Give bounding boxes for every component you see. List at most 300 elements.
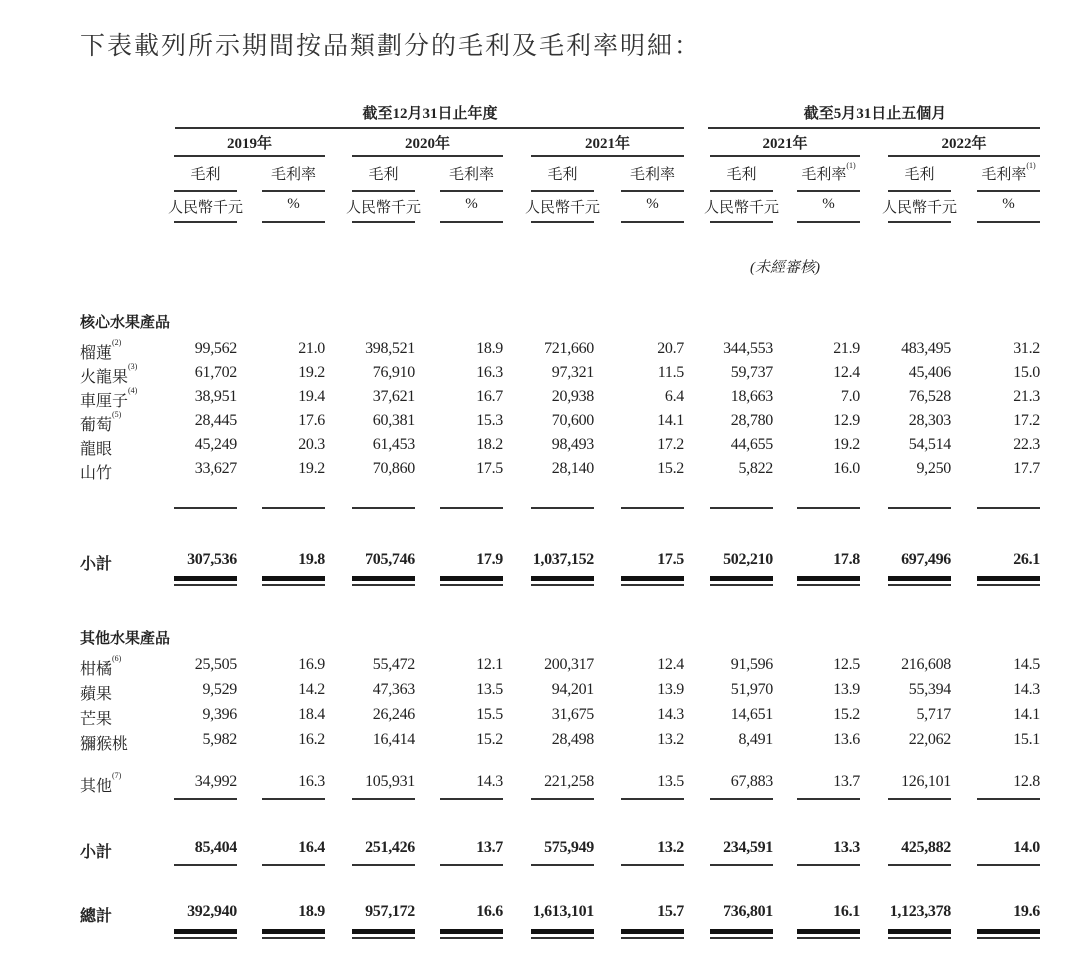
column-unit: 人民幣千元 xyxy=(345,200,422,216)
table-row-cell: 70,860 xyxy=(372,460,415,477)
subtotal-row-cell: 17.9 xyxy=(476,551,503,568)
section-rule xyxy=(440,798,503,800)
column-unit-rule xyxy=(710,221,773,223)
subtotal-row-cell: 425,882 xyxy=(901,839,951,856)
subtotal-double-rule xyxy=(440,576,503,581)
table-row-cell: 28,303 xyxy=(908,412,951,429)
section-rule xyxy=(710,507,773,509)
section-rule xyxy=(710,798,773,800)
subtotal-row-cell: 502,210 xyxy=(723,551,773,568)
row-label-text: 龍眼 xyxy=(80,441,113,458)
table-row-cell: 26,246 xyxy=(372,706,415,723)
column-label xyxy=(190,163,220,184)
subtotal-rule xyxy=(531,864,594,866)
table-row-label xyxy=(80,364,137,387)
column-label-text: 毛利 xyxy=(190,167,221,183)
column-unit: % xyxy=(822,196,835,212)
section-rule xyxy=(977,798,1040,800)
total-row-cell: 736,801 xyxy=(723,903,773,920)
row-label-text: 葡萄 xyxy=(80,417,113,434)
table-row-label xyxy=(80,340,121,363)
row-label-text: 芒果 xyxy=(80,711,113,728)
row-label-text: 小計 xyxy=(80,844,113,861)
table-row-cell: 8,491 xyxy=(738,731,773,748)
table-row-cell: 28,445 xyxy=(194,412,237,429)
table-row-cell: 70,600 xyxy=(551,412,594,429)
column-label-text: 毛利率 xyxy=(629,167,676,183)
section-rule xyxy=(262,798,325,800)
table-row-cell: 13.9 xyxy=(833,681,860,698)
column-label-rule xyxy=(621,190,684,192)
column-unit-rule xyxy=(621,221,684,223)
subtotal-double-rule xyxy=(621,584,684,586)
subtotal-double-rule xyxy=(621,576,684,581)
table-row-cell: 15.1 xyxy=(1013,731,1040,748)
table-row-cell: 5,982 xyxy=(202,731,237,748)
footnote-ref: (7) xyxy=(112,771,122,780)
subtotal-double-rule xyxy=(174,576,237,581)
subtotal-row-cell: 85,404 xyxy=(194,839,237,856)
column-label-rule xyxy=(977,190,1040,192)
column-unit-rule xyxy=(262,221,325,223)
total-double-rule xyxy=(710,937,773,939)
footnote-ref: (4) xyxy=(128,386,138,395)
total-double-rule xyxy=(531,929,594,934)
total-row-cell: 392,940 xyxy=(187,903,237,920)
subtotal-double-rule xyxy=(352,576,415,581)
table-row-label xyxy=(80,436,112,459)
subtotal-row-cell: 13.7 xyxy=(476,839,503,856)
table-row-cell: 55,472 xyxy=(372,656,415,673)
table-row-cell: 28,140 xyxy=(551,460,594,477)
total-double-rule xyxy=(888,937,951,939)
section-rule xyxy=(888,798,951,800)
table-row-cell: 21.3 xyxy=(1013,388,1040,405)
header-group-five-months: 截至5月31日止五個月 xyxy=(803,106,947,122)
subtotal-rule xyxy=(352,864,415,866)
table-row-cell: 22.3 xyxy=(1013,436,1040,453)
total-double-rule xyxy=(797,937,860,939)
table-row-cell: 200,317 xyxy=(544,656,594,673)
table-row-cell: 31,675 xyxy=(551,706,594,723)
table-row-cell: 15.2 xyxy=(657,460,684,477)
section-rule xyxy=(352,798,415,800)
table-row-cell: 13.6 xyxy=(833,731,860,748)
subtotal-rule xyxy=(710,864,773,866)
table-row-cell: 45,406 xyxy=(908,364,951,381)
table-row-cell: 97,321 xyxy=(551,364,594,381)
table-row-cell: 99,562 xyxy=(194,340,237,357)
table-row-cell: 9,396 xyxy=(202,706,237,723)
row-label-text: 小計 xyxy=(80,556,113,573)
total-row-cell: 1,613,101 xyxy=(532,903,594,920)
row-label-text: 獼猴桃 xyxy=(80,736,129,753)
subtotal-row-cell: 17.5 xyxy=(657,551,684,568)
table-row-cell: 54,514 xyxy=(908,436,951,453)
subtotal-double-rule xyxy=(977,584,1040,586)
total-row-cell: 957,172 xyxy=(365,903,415,920)
table-row-cell: 6.4 xyxy=(664,388,684,405)
row-label-text: 榴蓮 xyxy=(80,345,113,362)
subtotal-row-cell: 251,426 xyxy=(365,839,415,856)
column-label-rule xyxy=(174,190,237,192)
total-double-rule xyxy=(352,929,415,934)
column-unit-rule xyxy=(531,221,594,223)
table-row-cell: 14.5 xyxy=(1013,656,1040,673)
table-row-cell: 61,702 xyxy=(194,364,237,381)
total-row-cell: 16.1 xyxy=(833,903,860,920)
table-row-cell: 13.9 xyxy=(657,681,684,698)
footnote-ref: (1) xyxy=(1026,161,1036,170)
table-row-cell: 20.3 xyxy=(298,436,325,453)
row-label-text: 蘋果 xyxy=(80,686,113,703)
subtotal-row-cell: 14.0 xyxy=(1013,839,1040,856)
table-row-label xyxy=(80,388,137,411)
table-row-cell: 5,717 xyxy=(916,706,951,723)
table-row-cell: 22,062 xyxy=(908,731,951,748)
subtotal-double-rule xyxy=(888,584,951,586)
column-label xyxy=(904,163,934,184)
total-double-rule xyxy=(262,937,325,939)
section-rule xyxy=(888,507,951,509)
subtotal-rule xyxy=(797,864,860,866)
column-unit: 人民幣千元 xyxy=(524,200,601,216)
subtotal-row-cell: 307,536 xyxy=(187,551,237,568)
subtotal-row-cell: 705,746 xyxy=(365,551,415,568)
table-row-label xyxy=(80,731,128,754)
subtotal-double-rule xyxy=(262,584,325,586)
column-label-rule xyxy=(440,190,503,192)
table-row-cell: 17.6 xyxy=(298,412,325,429)
table-row-cell: 28,498 xyxy=(551,731,594,748)
subtotal-double-rule xyxy=(174,584,237,586)
subtotal-row-cell: 1,037,152 xyxy=(532,551,594,568)
column-unit-rule xyxy=(797,221,860,223)
table-row-cell: 13.7 xyxy=(833,773,860,790)
footnote-ref: (3) xyxy=(128,362,138,371)
section-rule xyxy=(440,507,503,509)
table-row-cell: 20.7 xyxy=(657,340,684,357)
total-double-rule xyxy=(797,929,860,934)
table-row-cell: 14.3 xyxy=(476,773,503,790)
column-label xyxy=(449,163,494,184)
total-double-rule xyxy=(531,937,594,939)
table-row-cell: 51,970 xyxy=(730,681,773,698)
column-label-text: 毛利 xyxy=(904,167,935,183)
table-row-label xyxy=(80,681,112,704)
table-row-cell: 60,381 xyxy=(372,412,415,429)
total-row-label xyxy=(80,903,112,926)
table-row-cell: 47,363 xyxy=(372,681,415,698)
subtotal-double-rule xyxy=(710,576,773,581)
table-row-cell: 59,737 xyxy=(730,364,773,381)
row-label-text: 總計 xyxy=(80,908,113,925)
table-row-cell: 14.1 xyxy=(657,412,684,429)
table-row-cell: 15.5 xyxy=(476,706,503,723)
column-unit-rule xyxy=(440,221,503,223)
total-double-rule xyxy=(352,937,415,939)
table-row-cell: 16.9 xyxy=(298,656,325,673)
table-row-cell: 21.0 xyxy=(298,340,325,357)
table-row-cell: 16.3 xyxy=(298,773,325,790)
table-row-cell: 344,553 xyxy=(723,340,773,357)
column-label-text: 毛利 xyxy=(368,167,399,183)
row-label-text: 火龍果 xyxy=(80,369,129,386)
table-row-cell: 483,495 xyxy=(901,340,951,357)
row-label-text: 車厘子 xyxy=(80,393,129,410)
table-row-cell: 126,101 xyxy=(901,773,951,790)
table-row-cell: 18.9 xyxy=(476,340,503,357)
subtotal-double-rule xyxy=(531,584,594,586)
table-row-cell: 19.2 xyxy=(833,436,860,453)
section-rule xyxy=(174,507,237,509)
table-row-cell: 98,493 xyxy=(551,436,594,453)
section-rule xyxy=(262,507,325,509)
footnote-ref: (6) xyxy=(112,654,122,663)
footnote-ref: (5) xyxy=(112,410,122,419)
column-label-rule xyxy=(262,190,325,192)
table-row-cell: 17.7 xyxy=(1013,460,1040,477)
column-label-text: 毛利率 xyxy=(801,167,847,183)
table-row-cell: 14,651 xyxy=(730,706,773,723)
year-rule xyxy=(710,155,860,157)
section-rule xyxy=(531,507,594,509)
row-label-text: 其他 xyxy=(80,778,113,795)
table-row-cell: 18.2 xyxy=(476,436,503,453)
table-row-cell: 221,258 xyxy=(544,773,594,790)
column-label-text: 毛利率 xyxy=(270,167,317,183)
table-row-cell: 16.3 xyxy=(476,364,503,381)
subtotal-rule xyxy=(621,864,684,866)
row-label-text: 柑橘 xyxy=(80,661,113,678)
total-double-rule xyxy=(440,937,503,939)
table-row-cell: 16.0 xyxy=(833,460,860,477)
header-year: 2020年 xyxy=(404,136,451,152)
total-double-rule xyxy=(174,937,237,939)
section-rule xyxy=(174,798,237,800)
column-label-text: 毛利 xyxy=(547,167,578,183)
column-unit: % xyxy=(287,196,300,212)
table-row-cell: 38,951 xyxy=(194,388,237,405)
table-row-cell: 33,627 xyxy=(194,460,237,477)
table-row-cell: 16.2 xyxy=(298,731,325,748)
total-row-cell: 19.6 xyxy=(1013,903,1040,920)
table-row-cell: 14.1 xyxy=(1013,706,1040,723)
total-double-rule xyxy=(710,929,773,934)
table-row-cell: 216,608 xyxy=(901,656,951,673)
column-label-rule xyxy=(888,190,951,192)
table-row-cell: 105,931 xyxy=(365,773,415,790)
table-row-cell: 19.2 xyxy=(298,364,325,381)
subtotal-row-cell: 13.3 xyxy=(833,839,860,856)
table-row-cell: 67,883 xyxy=(730,773,773,790)
section-title: 核心水果產品 xyxy=(80,315,171,331)
column-unit: % xyxy=(1002,196,1015,212)
column-unit: % xyxy=(465,196,478,212)
subtotal-rule xyxy=(440,864,503,866)
table-row-cell: 14.2 xyxy=(298,681,325,698)
subtotal-double-rule xyxy=(977,576,1040,581)
page-title: 下表載列所示期間按品類劃分的毛利及毛利率明細： xyxy=(80,33,702,60)
table-row-cell: 721,660 xyxy=(544,340,594,357)
table-row-cell: 14.3 xyxy=(1013,681,1040,698)
table-row-cell: 25,505 xyxy=(194,656,237,673)
table-row-cell: 16.7 xyxy=(476,388,503,405)
table-row-cell: 28,780 xyxy=(730,412,773,429)
column-unit: % xyxy=(646,196,659,212)
table-row-cell: 13.5 xyxy=(657,773,684,790)
table-row-cell: 18.4 xyxy=(298,706,325,723)
header-group-annual: 截至12月31日止年度 xyxy=(362,106,498,122)
column-label-rule xyxy=(352,190,415,192)
subtotal-row-cell: 19.8 xyxy=(298,551,325,568)
column-label xyxy=(630,163,675,184)
section-rule xyxy=(621,798,684,800)
total-double-rule xyxy=(888,929,951,934)
column-label-rule xyxy=(797,190,860,192)
total-double-rule xyxy=(977,937,1040,939)
year-rule xyxy=(531,155,684,157)
year-rule xyxy=(888,155,1040,157)
table-row-cell: 21.9 xyxy=(833,340,860,357)
subtotal-rule xyxy=(888,864,951,866)
table-row-cell: 12.1 xyxy=(476,656,503,673)
total-double-rule xyxy=(262,929,325,934)
column-label-rule xyxy=(710,190,773,192)
subtotal-row-cell: 13.2 xyxy=(657,839,684,856)
column-label-rule xyxy=(531,190,594,192)
total-double-rule xyxy=(977,929,1040,934)
footnote-ref: (2) xyxy=(112,338,122,347)
table-row-cell: 12.9 xyxy=(833,412,860,429)
table-row-cell: 15.0 xyxy=(1013,364,1040,381)
total-double-rule xyxy=(440,929,503,934)
subtotal-double-rule xyxy=(440,584,503,586)
table-row-cell: 34,992 xyxy=(194,773,237,790)
column-label xyxy=(271,163,316,184)
table-row-cell: 12.4 xyxy=(657,656,684,673)
header-rule xyxy=(175,127,684,129)
table-row-cell: 9,529 xyxy=(202,681,237,698)
subtotal-row-label xyxy=(80,551,112,574)
column-label xyxy=(547,163,577,184)
header-year: 2021年 xyxy=(762,136,808,152)
column-unit-rule xyxy=(888,221,951,223)
total-row-cell: 15.7 xyxy=(657,903,684,920)
subtotal-row-cell: 17.8 xyxy=(833,551,860,568)
table-row-cell: 16,414 xyxy=(372,731,415,748)
subtotal-double-rule xyxy=(797,584,860,586)
section-rule xyxy=(977,507,1040,509)
table-row-cell: 31.2 xyxy=(1013,340,1040,357)
table-row-cell: 5,822 xyxy=(738,460,773,477)
total-row-cell: 16.6 xyxy=(476,903,503,920)
subtotal-rule xyxy=(174,864,237,866)
subtotal-row-cell: 26.1 xyxy=(1013,551,1040,568)
table-row-cell: 14.3 xyxy=(657,706,684,723)
table-row-label xyxy=(80,460,112,483)
column-unit: 人民幣千元 xyxy=(881,200,958,216)
column-unit: 人民幣千元 xyxy=(703,200,780,216)
subtotal-double-rule xyxy=(888,576,951,581)
section-rule xyxy=(797,798,860,800)
subtotal-rule xyxy=(977,864,1040,866)
subtotal-double-rule xyxy=(262,576,325,581)
header-year: 2019年 xyxy=(226,136,273,152)
table-row-cell: 18,663 xyxy=(730,388,773,405)
table-row-cell: 19.4 xyxy=(298,388,325,405)
table-row-cell: 20,938 xyxy=(551,388,594,405)
table-row-cell: 11.5 xyxy=(657,364,684,381)
column-label xyxy=(368,163,398,184)
subtotal-row-cell: 16.4 xyxy=(298,839,325,856)
table-row-cell: 55,394 xyxy=(908,681,951,698)
header-rule xyxy=(708,127,1040,129)
column-label xyxy=(981,163,1035,184)
table-row-cell: 91,596 xyxy=(730,656,773,673)
table-row-cell: 45,249 xyxy=(194,436,237,453)
header-year: 2021年 xyxy=(584,136,631,152)
column-unit-rule xyxy=(174,221,237,223)
section-rule xyxy=(797,507,860,509)
table-row-cell: 94,201 xyxy=(551,681,594,698)
total-row-cell: 1,123,378 xyxy=(889,903,951,920)
row-label-text: 山竹 xyxy=(80,465,113,482)
table-row-cell: 7.0 xyxy=(840,388,860,405)
table-row-cell: 15.2 xyxy=(476,731,503,748)
section-rule xyxy=(531,798,594,800)
subtotal-row-cell: 575,949 xyxy=(544,839,594,856)
column-unit: 人民幣千元 xyxy=(167,200,244,216)
header-year: 2022年 xyxy=(941,136,987,152)
year-rule xyxy=(352,155,503,157)
subtotal-double-rule xyxy=(531,576,594,581)
column-unit-rule xyxy=(977,221,1040,223)
table-row-cell: 12.4 xyxy=(833,364,860,381)
subtotal-row-cell: 234,591 xyxy=(723,839,773,856)
column-label-text: 毛利率 xyxy=(981,167,1027,183)
section-rule xyxy=(621,507,684,509)
total-double-rule xyxy=(621,937,684,939)
table-row-cell: 17.2 xyxy=(657,436,684,453)
total-row-cell: 18.9 xyxy=(298,903,325,920)
subtotal-double-rule xyxy=(710,584,773,586)
table-row-cell: 44,655 xyxy=(730,436,773,453)
year-rule xyxy=(174,155,325,157)
table-row-cell: 76,910 xyxy=(372,364,415,381)
table-row-cell: 13.5 xyxy=(476,681,503,698)
table-row-cell: 15.2 xyxy=(833,706,860,723)
subtotal-row-cell: 697,496 xyxy=(901,551,951,568)
column-label xyxy=(801,163,855,184)
subtotal-row-label xyxy=(80,839,112,862)
table-row-cell: 13.2 xyxy=(657,731,684,748)
column-label-text: 毛利 xyxy=(726,167,757,183)
table-row-cell: 17.2 xyxy=(1013,412,1040,429)
table-row-label xyxy=(80,412,121,435)
table-row-cell: 19.2 xyxy=(298,460,325,477)
column-unit-rule xyxy=(352,221,415,223)
section-title: 其他水果產品 xyxy=(80,631,171,647)
table-row-cell: 398,521 xyxy=(365,340,415,357)
subtotal-rule xyxy=(262,864,325,866)
total-double-rule xyxy=(174,929,237,934)
table-row-cell: 15.3 xyxy=(476,412,503,429)
table-row-label xyxy=(80,656,121,679)
table-row-label xyxy=(80,706,112,729)
table-row-cell: 17.5 xyxy=(476,460,503,477)
table-row-cell: 12.5 xyxy=(833,656,860,673)
